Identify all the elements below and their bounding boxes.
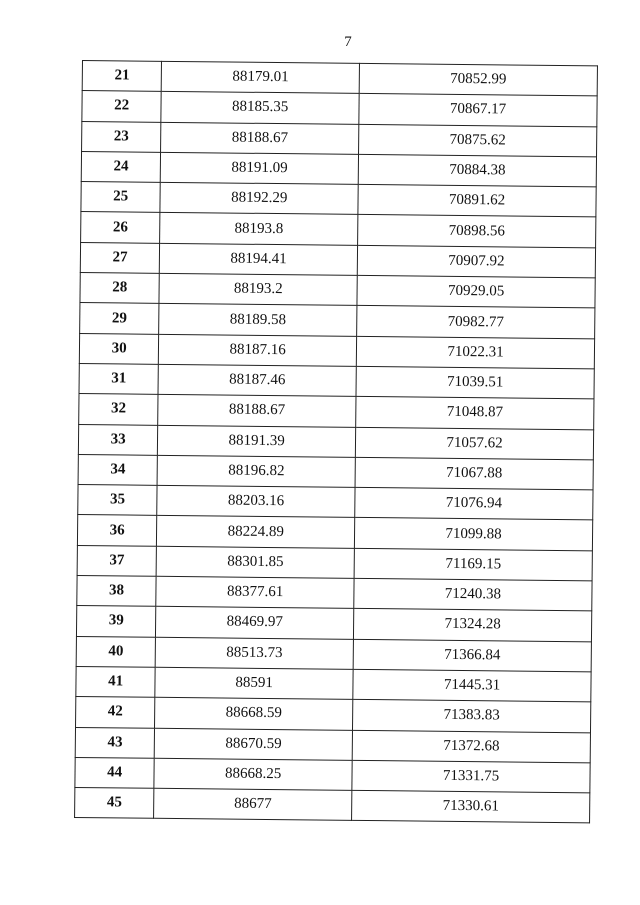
x-coordinate-cell: 88193.8	[160, 213, 358, 245]
x-coordinate-cell: 88187.46	[158, 364, 356, 396]
point-number-cell: 39	[76, 606, 156, 637]
coordinates-table-container	[74, 60, 598, 824]
y-coordinate-cell: 70907.92	[357, 245, 595, 278]
point-number-cell: 27	[80, 242, 160, 273]
point-number-cell: 44	[75, 757, 155, 788]
x-coordinate-cell: 88187.16	[159, 334, 357, 366]
x-coordinate-cell: 88193.2	[159, 273, 357, 305]
x-coordinate-cell: 88185.35	[161, 92, 359, 124]
y-coordinate-cell: 71099.88	[354, 518, 592, 551]
point-number-cell: 26	[81, 212, 161, 243]
point-number-cell: 21	[82, 61, 162, 92]
x-coordinate-cell: 88301.85	[156, 546, 354, 578]
point-number-cell: 23	[82, 121, 162, 152]
y-coordinate-cell: 71331.75	[352, 760, 590, 793]
y-coordinate-cell: 71330.61	[352, 790, 590, 823]
y-coordinate-cell: 71383.83	[353, 700, 591, 733]
y-coordinate-cell: 71324.28	[354, 609, 592, 642]
x-coordinate-cell: 88670.59	[154, 728, 352, 760]
x-coordinate-cell: 88188.67	[158, 395, 356, 427]
y-coordinate-cell: 70852.99	[359, 63, 597, 96]
point-number-cell: 31	[79, 363, 159, 394]
point-number-cell: 45	[75, 788, 155, 819]
point-number-cell: 37	[77, 545, 157, 576]
x-coordinate-cell: 88192.29	[160, 183, 358, 215]
point-number-cell: 41	[76, 666, 156, 697]
y-coordinate-cell: 71039.51	[356, 366, 594, 399]
point-number-cell: 29	[80, 303, 160, 334]
y-coordinate-cell: 71067.88	[355, 457, 593, 490]
y-coordinate-cell: 70884.38	[358, 154, 596, 187]
y-coordinate-cell: 70875.62	[359, 124, 597, 157]
x-coordinate-cell: 88377.61	[156, 576, 354, 608]
point-number-cell: 24	[81, 151, 161, 182]
x-coordinate-cell: 88191.39	[158, 425, 356, 457]
x-coordinate-cell: 88203.16	[157, 485, 355, 517]
point-number-cell: 35	[78, 485, 158, 516]
coordinates-table	[74, 60, 598, 824]
y-coordinate-cell: 71076.94	[355, 488, 593, 521]
point-number-cell: 43	[75, 727, 155, 758]
y-coordinate-cell: 70867.17	[359, 94, 597, 127]
y-coordinate-cell: 71366.84	[353, 639, 591, 672]
x-coordinate-cell: 88179.01	[161, 61, 359, 93]
x-coordinate-cell: 88189.58	[159, 304, 357, 336]
point-number-cell: 40	[76, 636, 156, 667]
y-coordinate-cell: 71048.87	[356, 397, 594, 430]
x-coordinate-cell: 88668.25	[154, 758, 352, 790]
point-number-cell: 25	[81, 182, 161, 213]
coordinates-table-body	[75, 61, 598, 824]
x-coordinate-cell: 88194.41	[160, 243, 358, 275]
x-coordinate-cell: 88591	[155, 667, 353, 699]
y-coordinate-cell: 71057.62	[355, 427, 593, 460]
x-coordinate-cell: 88188.67	[161, 122, 359, 154]
y-coordinate-cell: 70929.05	[357, 275, 595, 308]
x-coordinate-cell: 88196.82	[157, 455, 355, 487]
y-coordinate-cell: 70898.56	[358, 215, 596, 248]
x-coordinate-cell: 88668.59	[155, 698, 353, 730]
y-coordinate-cell: 71169.15	[354, 548, 592, 581]
x-coordinate-cell: 88191.09	[161, 152, 359, 184]
x-coordinate-cell: 88677	[154, 788, 352, 820]
y-coordinate-cell: 71022.31	[356, 336, 594, 369]
y-coordinate-cell: 70891.62	[358, 185, 596, 218]
x-coordinate-cell: 88469.97	[156, 607, 354, 639]
y-coordinate-cell: 70982.77	[357, 306, 595, 339]
point-number-cell: 22	[82, 91, 162, 122]
point-number-cell: 36	[77, 515, 157, 546]
y-coordinate-cell: 71240.38	[354, 578, 592, 611]
y-coordinate-cell: 71445.31	[353, 669, 591, 702]
point-number-cell: 30	[79, 333, 159, 364]
page-number: 7	[344, 34, 352, 50]
point-number-cell: 38	[77, 576, 157, 607]
point-number-cell: 28	[80, 273, 160, 304]
x-coordinate-cell: 88224.89	[157, 516, 355, 548]
y-coordinate-cell: 71372.68	[352, 730, 590, 763]
x-coordinate-cell: 88513.73	[155, 637, 353, 669]
point-number-cell: 32	[79, 394, 159, 425]
point-number-cell: 33	[78, 424, 158, 455]
point-number-cell: 34	[78, 454, 158, 485]
table-row	[75, 788, 590, 824]
point-number-cell: 42	[76, 697, 156, 728]
